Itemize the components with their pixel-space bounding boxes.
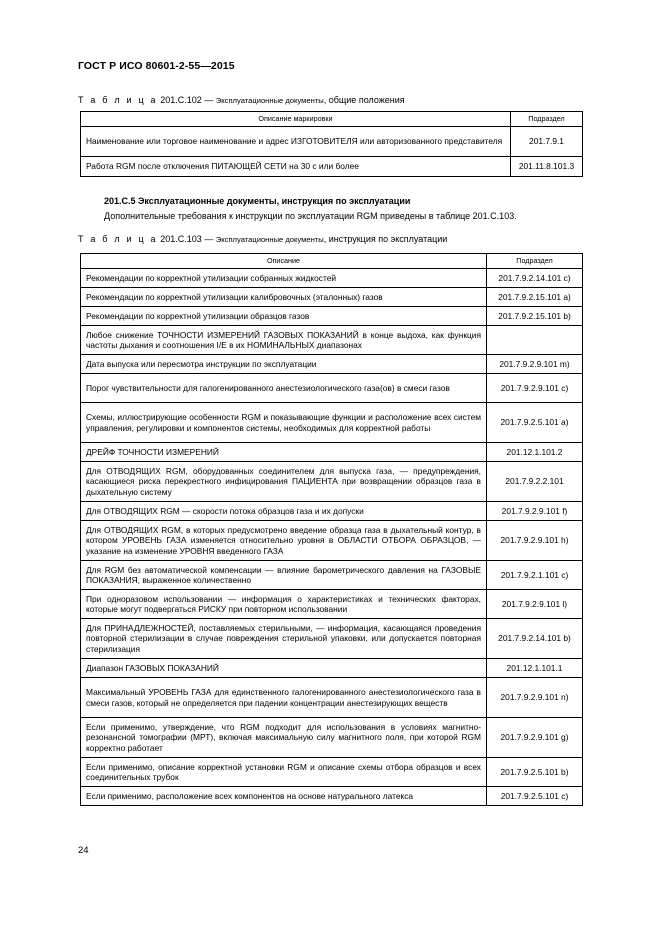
table-row xyxy=(81,659,583,678)
table-cell-description: Если применимо, описание корректной установки RGM и описание схемы отбора образцов и всех соединительных трубок xyxy=(81,758,487,787)
table-cell-description: Наименование или торговое наименование и адрес ИЗГОТОВИТЕЛЯ или авторизованного представителя xyxy=(81,127,511,157)
section-heading: 201.C.5 Эксплуатационные документы, инструкция по эксплуатации xyxy=(104,196,411,206)
table-cell-subclause: 201.7.9.2.9.101 l) xyxy=(487,590,583,619)
table-row xyxy=(81,443,583,462)
table-cell-description: Для ОТВОДЯЩИХ RGM, оборудованных соединителем для выпуска газа, — предупреждения, касающиеся риска перекрестного инфицирования ПАЦИЕНТА при возвращении образцов газа в дыхательную систему xyxy=(81,462,487,502)
table-cell-subclause: 201.7.9.2.15.101 a) xyxy=(487,288,583,307)
table-cell-description: Порог чувствительности для галогенированного анестезиологического газа(ов) в смеси газов xyxy=(81,374,487,403)
table2-caption-number: 201.C.103 — xyxy=(160,234,214,244)
table2-caption xyxy=(78,234,447,244)
table-row xyxy=(81,326,583,355)
table2-header-description: Описание xyxy=(81,254,487,269)
table-row xyxy=(81,403,583,443)
table-cell-subclause: 201.7.9.2.1.101 c) xyxy=(487,561,583,590)
table-cell-description: Рекомендации по корректной утилизации калибровочных (эталонных) газов xyxy=(81,288,487,307)
table-row xyxy=(81,288,583,307)
table1-header-row xyxy=(81,112,583,127)
table-cell-subclause: 201.7.9.2.14.101 c) xyxy=(487,269,583,288)
table-cell-description: Для ОТВОДЯЩИХ RGM, в которых предусмотрено введение образца газа в дыхательный контур, в котором УРОВЕНЬ ГАЗА изменяется относительно уровня в ОБЛАСТИ ОТБОРА ОБРАЗЦОВ, — указание на изменение УРОВНЯ введенного ГАЗА xyxy=(81,521,487,561)
table-row xyxy=(81,502,583,521)
table-row xyxy=(81,307,583,326)
table-row xyxy=(81,787,583,806)
table2-caption-title-rest: , инструкция по эксплуатации xyxy=(323,234,448,244)
table-cell-subclause: 201.7.9.2.9.101 g) xyxy=(487,718,583,758)
table-cell-subclause: 201.7.9.2.5.101 c) xyxy=(487,787,583,806)
table-row xyxy=(81,561,583,590)
table-cell-description: Любое снижение ТОЧНОСТИ ИЗМЕРЕНИЙ ГАЗОВЫХ ПОКАЗАНИЙ в конце выдоха, как функция частоты дыхания и соотношения I/E в их НОМИНАЛЬНЫХ диапазонах xyxy=(81,326,487,355)
table-row xyxy=(81,758,583,787)
table-row xyxy=(81,269,583,288)
table-cell-description: Если применимо, утверждение, что RGM подходит для использования в условиях магнитно-резонансной томографии (МРТ), включая максимальную силу магнитного поля, при которой RGM корректно работает xyxy=(81,718,487,758)
table-cell-description: Дата выпуска или пересмотра инструкции по эксплуатации xyxy=(81,355,487,374)
table-cell-subclause: 201.12.1.101.2 xyxy=(487,443,583,462)
table1-caption-title-rest: , общие положения xyxy=(323,95,405,105)
table-cell-description: Для ОТВОДЯЩИХ RGM — скорости потока образцов газа и их допуски xyxy=(81,502,487,521)
table-row xyxy=(81,355,583,374)
table1-caption-label: Т а б л и ц а xyxy=(78,95,158,105)
table-cell-subclause xyxy=(487,326,583,355)
table-row xyxy=(81,590,583,619)
table1-caption xyxy=(78,95,405,105)
table-cell-subclause: 201.7.9.2.9.101 f) xyxy=(487,502,583,521)
table-row xyxy=(81,127,583,157)
table-cell-description: При одноразовом использовании — информация о характеристиках и технических факторах, которые могут подвергаться РИСКУ при повторном использовании xyxy=(81,590,487,619)
table-row xyxy=(81,521,583,561)
table-cell-description: Диапазон ГАЗОВЫХ ПОКАЗАНИЙ xyxy=(81,659,487,678)
table-cell-subclause: 201.12.1.101.1 xyxy=(487,659,583,678)
table-cell-description: Рекомендации по корректной утилизации образцов газов xyxy=(81,307,487,326)
table-cell-subclause: 201.7.9.2.15.101 b) xyxy=(487,307,583,326)
table-row xyxy=(81,157,583,177)
table2-header-subclause: Подраздел xyxy=(487,254,583,269)
table-cell-subclause: 201.7.9.2.9.101 m) xyxy=(487,355,583,374)
table-cell-subclause: 201.7.9.2.14.101 b) xyxy=(487,619,583,659)
table1-header-description: Описание маркировки xyxy=(81,112,511,127)
table2-header-row xyxy=(81,254,583,269)
table1-caption-number: 201.C.102 — xyxy=(160,95,214,105)
table2-caption-title-sc: Эксплуатационные документы xyxy=(215,235,324,244)
table-cell-description: Работа RGM после отключения ПИТАЮЩЕЙ СЕТИ на 30 с или более xyxy=(81,157,511,177)
table-cell-subclause: 201.7.9.2.5.101 b) xyxy=(487,758,583,787)
table-cell-subclause: 201.7.9.1 xyxy=(511,127,583,157)
table-cell-description: Для RGM без автоматической компенсации — влияние барометрического давления на ГАЗОВЫЕ ПОКАЗАНИЯ, выраженное количественно xyxy=(81,561,487,590)
table-row xyxy=(81,718,583,758)
table-row xyxy=(81,374,583,403)
table-row xyxy=(81,462,583,502)
table-cell-subclause: 201.11.8.101.3 xyxy=(511,157,583,177)
table1 xyxy=(80,111,583,177)
table2-caption-label: Т а б л и ц а xyxy=(78,234,158,244)
table-row xyxy=(81,678,583,718)
table-cell-description: ДРЕЙФ ТОЧНОСТИ ИЗМЕРЕНИЙ xyxy=(81,443,487,462)
table-cell-subclause: 201.7.9.2.9.101 h) xyxy=(487,521,583,561)
page-number: 24 xyxy=(78,845,89,856)
table-cell-subclause: 201.7.9.2.9.101 c) xyxy=(487,374,583,403)
table-cell-description: Схемы, иллюстрирующие особенности RGM и показывающие функции и расположение всех систем управления, регулировки и компонентов системы, необходимых для корректной работы xyxy=(81,403,487,443)
table-cell-description: Максимальный УРОВЕНЬ ГАЗА для единственного галогенированного анестезиологического газа в смеси газов, который не определяется при падении концентрации анестезирующих веществ xyxy=(81,678,487,718)
section-body-text: Дополнительные требования к инструкции по эксплуатации RGM приведены в таблице 201.C.103. xyxy=(104,211,517,221)
table-cell-description: Для ПРИНАДЛЕЖНОСТЕЙ, поставляемых стерильными, — информация, касающаяся проведения повторной стерилизации в случае повреждения стерильной упаковки, или допускается повторная стерилизация xyxy=(81,619,487,659)
document-header: ГОСТ Р ИСО 80601-2-55—2015 xyxy=(78,60,235,72)
table-cell-subclause: 201.7.9.2.9.101 n) xyxy=(487,678,583,718)
table1-caption-title-sc: Эксплуатационные документы xyxy=(215,96,324,105)
table-cell-description: Если применимо, расположение всех компонентов на основе натурального латекса xyxy=(81,787,487,806)
table-cell-subclause: 201.7.9.2.2.101 xyxy=(487,462,583,502)
table1-header-subclause: Подраздел xyxy=(511,112,583,127)
table2 xyxy=(80,253,583,806)
table-cell-subclause: 201.7.9.2.5.101 a) xyxy=(487,403,583,443)
table-cell-description: Рекомендации по корректной утилизации собранных жидкостей xyxy=(81,269,487,288)
table-row xyxy=(81,619,583,659)
